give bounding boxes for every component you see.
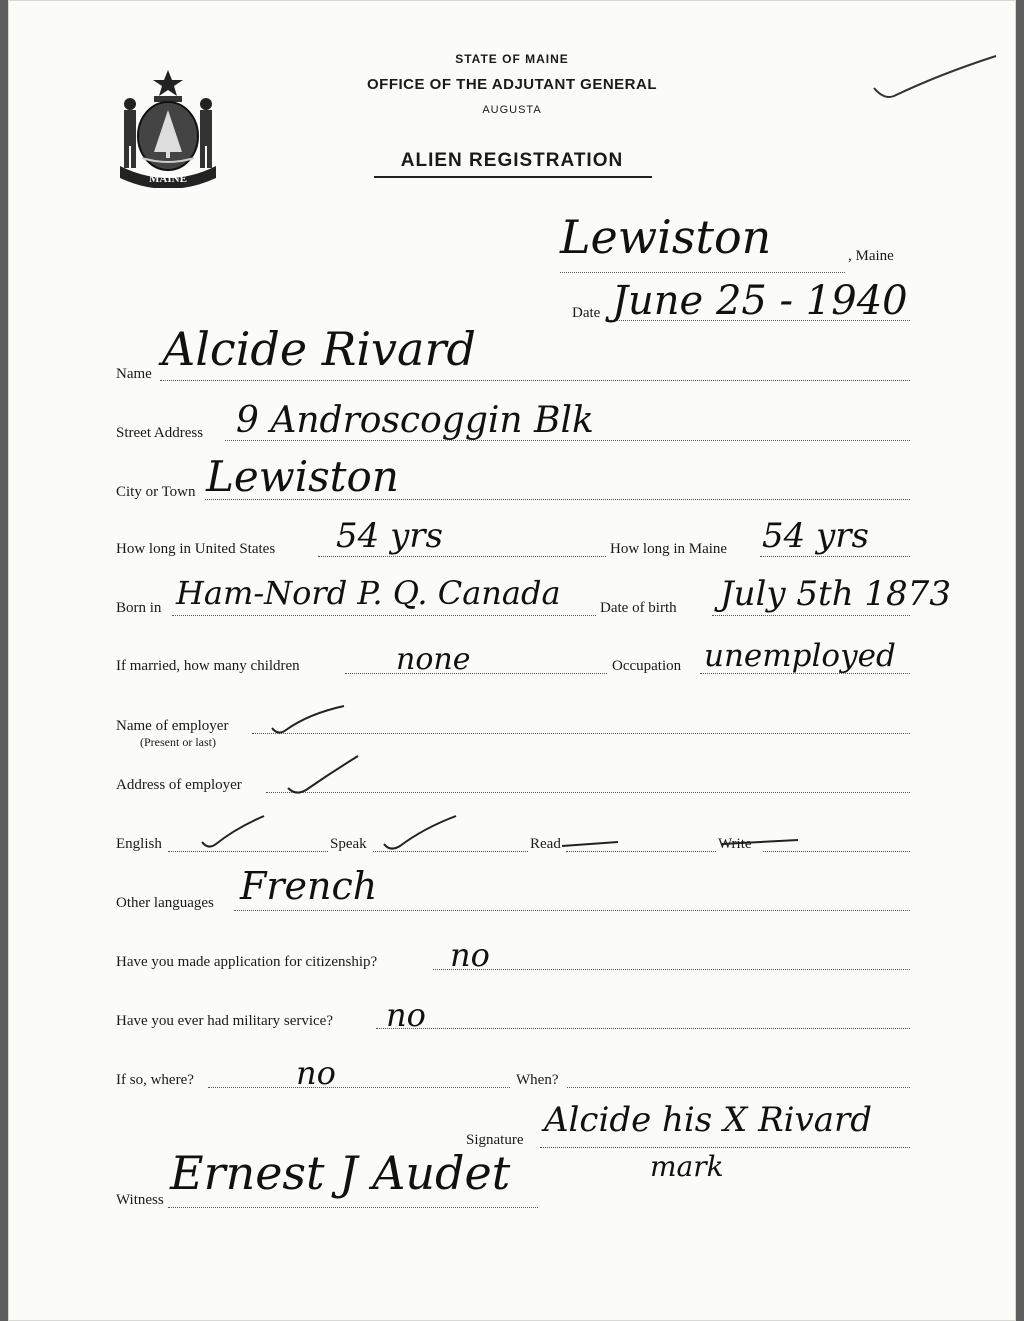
read-line: [566, 851, 716, 852]
employer-address-check-icon: [284, 752, 364, 798]
when-label: When?: [516, 1072, 559, 1088]
us-years-line: [318, 556, 606, 557]
occupation-label: Occupation: [612, 658, 682, 674]
write-dash-icon: [720, 836, 800, 850]
signature-value: Alcide his X Rivard: [544, 1100, 873, 1140]
military-value: no: [386, 996, 426, 1034]
employer-address-label: Address of employer: [116, 777, 242, 793]
employer-label: Name of employer: [116, 718, 229, 734]
maine-years-value: 54 yrs: [762, 516, 869, 556]
employer-line: [252, 733, 910, 734]
dob-line: [712, 615, 910, 616]
speak-label: Speak: [330, 836, 367, 852]
other-languages-line: [234, 910, 910, 911]
signature-mark: mark: [650, 1150, 724, 1183]
english-check-icon: [198, 812, 268, 852]
street-label: Street Address: [116, 425, 204, 441]
signature-line: [540, 1147, 910, 1148]
military-label: Have you ever had military service?: [116, 1013, 333, 1029]
city-heading: AUGUSTA: [482, 104, 542, 116]
born-line: [172, 615, 596, 616]
name-line: [160, 380, 910, 381]
city-label: City or Town: [116, 484, 196, 500]
citizenship-label: Have you made application for citizenship?: [116, 954, 378, 970]
city-value: Lewiston: [206, 452, 399, 501]
dob-label: Date of birth: [600, 600, 677, 616]
where-label: If so, where?: [116, 1072, 194, 1088]
when-line: [567, 1087, 910, 1088]
scan-border-right: [1016, 0, 1024, 1321]
employer-check-icon: [268, 702, 348, 738]
where-line: [208, 1087, 510, 1088]
checkmark-icon: [870, 50, 1000, 105]
born-label: Born in: [116, 600, 162, 616]
place-line: [560, 272, 845, 273]
place-suffix-label: , Maine: [848, 248, 894, 264]
children-value: none: [396, 642, 471, 677]
maine-years-label: How long in Maine: [610, 541, 728, 557]
write-label: Write: [718, 836, 752, 852]
dob-value: July 5th 1873: [720, 574, 951, 614]
children-line: [345, 673, 607, 674]
military-line: [376, 1028, 910, 1029]
form-title: ALIEN REGISTRATION: [400, 150, 624, 171]
title-underline: [374, 176, 652, 178]
citizenship-value: no: [450, 936, 490, 974]
write-line: [763, 851, 910, 852]
witness-label: Witness: [116, 1192, 164, 1208]
speak-check-icon: [380, 812, 460, 854]
other-languages-value: French: [240, 864, 378, 908]
date-value: June 25 - 1940: [612, 278, 908, 324]
office-heading: OFFICE OF THE ADJUTANT GENERAL: [367, 76, 657, 93]
state-heading: STATE OF MAINE: [455, 52, 569, 66]
where-value: no: [296, 1054, 336, 1092]
signature-label: Signature: [466, 1132, 524, 1148]
maine-years-line: [760, 556, 910, 557]
name-label: Name: [116, 366, 152, 382]
born-value: Ham-Nord P. Q. Canada: [176, 574, 561, 612]
occupation-value: unemployed: [704, 638, 896, 674]
place-value: Lewiston: [560, 210, 772, 264]
children-label: If married, how many children: [116, 658, 300, 674]
date-label: Date: [572, 305, 601, 321]
employer-sublabel: (Present or last): [140, 735, 216, 749]
read-dash-icon: [560, 838, 620, 850]
name-value: Alcide Rivard: [162, 322, 476, 376]
witness-line: [168, 1207, 538, 1208]
citizenship-line: [433, 969, 910, 970]
read-label: Read: [530, 836, 561, 852]
us-years-value: 54 yrs: [336, 516, 443, 556]
street-value: 9 Androscoggin Blk: [236, 400, 594, 441]
us-years-label: How long in United States: [116, 541, 276, 557]
other-languages-label: Other languages: [116, 895, 214, 911]
seal-maine-text: MAINE: [149, 173, 187, 185]
english-label: English: [116, 836, 162, 852]
witness-value: Ernest J Audet: [170, 1146, 511, 1200]
scan-border-left: [0, 0, 8, 1321]
